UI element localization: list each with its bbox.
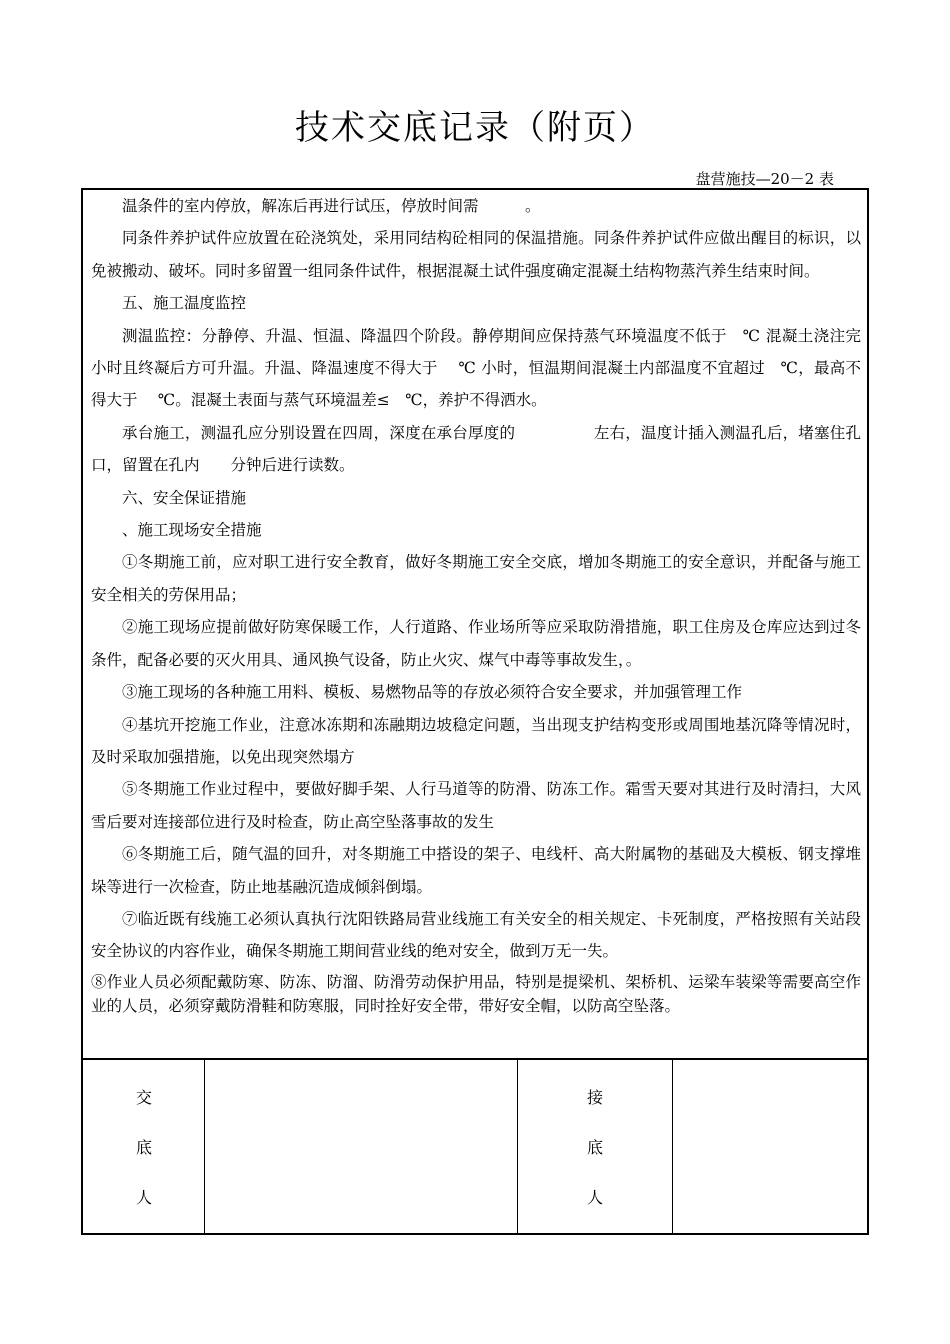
list-item: ④基坑开挖施工作业，注意冰冻期和冻融期边坡稳定问题，当出现支护结构变形或周围地基沉降等情况时，及时采取加强措施，以免出现突然塌方: [91, 715, 861, 766]
list-item: ⑦临近既有线施工必须认真执行沈阳铁路局营业线施工有关安全的相关规定、卡死制度，严格按照有关站段安全协议的内容作业，确保冬期施工期间营业线的绝对安全，做到万无一失。: [91, 909, 861, 961]
list-item: ⑤冬期施工作业过程中，要做好脚手架、人行马道等的防滑、防冻工作。霜雪天要对其进行及时清扫，大风雪后要对连接部位进行及时检查，防止高空坠落事故的发生: [91, 780, 861, 831]
list-item: ①冬期施工前，应对职工进行安全教育，做好冬期施工安全交底，增加冬期施工的安全意识，并配备与施工安全相关的劳保用品；: [91, 553, 861, 604]
section-heading: 六、安全保证措施: [122, 488, 247, 507]
section-heading: 五、施工温度监控: [122, 294, 247, 313]
handover-signature-cell[interactable]: [205, 1060, 517, 1235]
list-item: ⑧作业人员必须配戴防寒、防冻、防溜、防滑劳动保护用品，特别是提梁机、架桥机、运梁车装梁等需要高空作业的人员，必须穿戴防滑鞋和防寒服，同时拴好安全带，带好安全帽，以防高空坠落。: [91, 972, 861, 1015]
list-item: ⑥冬期施工后，随气温的回升，对冬期施工中搭设的架子、电线杆、高大附属物的基础及大模板、钢支撑堆垛等进行一次检查，防止地基融沉造成倾斜倒塌。: [91, 845, 861, 896]
paragraph: 测温监控：分静停、升温、恒温、降温四个阶段。静停期间应保持蒸气环境温度不低于 ℃ 混凝土浇注完 小时且终凝后方可升温。升温、降温速度不得大于 ℃ 小时，恒温期间混凝土内部温度不宜超过 ℃，最高不得大于 ℃。混凝土表面与蒸气环境温差≤ ℃，养护不得洒水。: [91, 326, 893, 410]
paragraph: 承台施工，测温孔应分别设置在四周，深度在承台厚度的 左右，温度计插入测温孔后，堵塞住孔口，留置在孔内 分钟后进行读数。: [91, 423, 861, 475]
receiver-signature-cell[interactable]: [673, 1060, 867, 1235]
record-table: [81, 188, 893, 1235]
paragraph: 同条件养护试件应放置在砼浇筑处，采用同结构砼相同的保温措施。同条件养护试件应做出醒目的标识，以免被搬动、破坏。同时多留置一组同条件试件，根据混凝土试件强度确定混凝土结构物蒸汽养生结束时间。: [91, 229, 861, 280]
list-item: ③施工现场的各种施工用料、模板、易燃物品等的存放必须符合安全要求，并加强管理工作: [122, 683, 743, 702]
page-title: 技术交底记录（附页）: [295, 108, 655, 148]
form-number: 盘营施技—20－2 表: [695, 170, 834, 188]
content-body: [91, 190, 893, 1018]
sub-heading: 、施工现场安全措施: [122, 521, 262, 540]
paragraph: 温条件的室内停放，解冻后再进行试压，停放时间需 。: [122, 197, 541, 215]
list-item: ②施工现场应提前做好防寒保暖工作，人行道路、作业场所等应采取防滑措施，职工住房及仓库应达到过冬条件，配备必要的灭火用具、通风换气设备，防止火灾、煤气中毒等事故发生，。: [91, 618, 861, 669]
handover-person-label: 交 底 人: [135, 1088, 152, 1207]
table-divider: [517, 1060, 518, 1235]
signature-row: [83, 1058, 867, 1235]
receiver-person-label: 接 底 人: [586, 1088, 603, 1207]
